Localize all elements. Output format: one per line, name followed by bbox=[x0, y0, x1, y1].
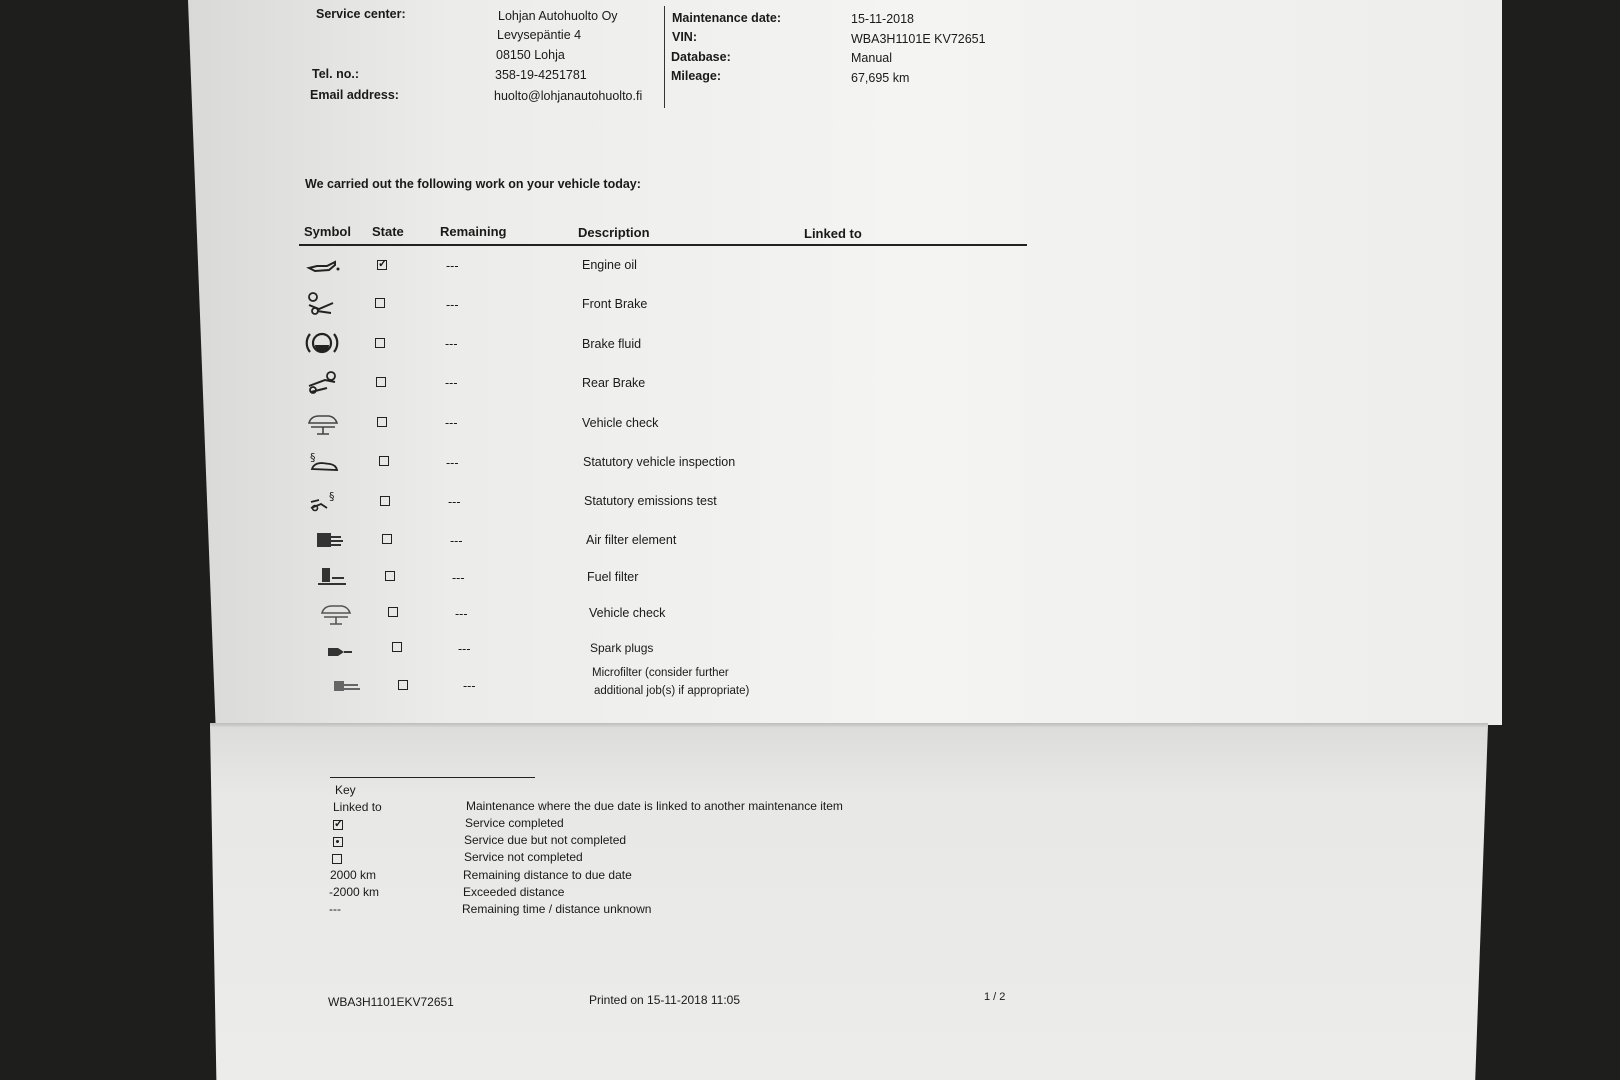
microfilter-icon bbox=[328, 673, 364, 699]
state-checkbox bbox=[380, 496, 390, 506]
description-text: Microfilter (consider further bbox=[592, 667, 729, 679]
state-checkbox bbox=[375, 338, 385, 348]
maintenance-date-label: Maintenance date: bbox=[672, 11, 782, 25]
remaining-value: --- bbox=[458, 642, 471, 656]
state-checkbox bbox=[398, 680, 408, 690]
remaining-value: --- bbox=[446, 456, 459, 470]
description-text: Statutory vehicle inspection bbox=[583, 455, 736, 469]
description-text: Statutory emissions test bbox=[584, 494, 717, 508]
state-checkbox bbox=[392, 642, 402, 652]
description-text: Air filter element bbox=[586, 533, 677, 547]
description-text: Fuel filter bbox=[587, 570, 639, 584]
database-value: Manual bbox=[851, 51, 892, 65]
state-checkbox bbox=[388, 607, 398, 617]
mileage-value: 67,695 km bbox=[851, 71, 910, 85]
table-header-rule bbox=[299, 244, 1027, 246]
svg-text:§: § bbox=[310, 451, 316, 464]
col-remaining: Remaining bbox=[440, 224, 507, 239]
service-center-name: Lohjan Autohuolto Oy bbox=[498, 9, 618, 23]
brake-fluid-icon bbox=[304, 330, 340, 356]
description-text-line2: additional job(s) if appropriate) bbox=[594, 685, 750, 697]
key-meaning: Maintenance where the due date is linked to another maintenance item bbox=[466, 799, 843, 813]
remaining-value: --- bbox=[446, 259, 459, 273]
state-checkbox bbox=[377, 260, 387, 270]
vin-label: VIN: bbox=[672, 30, 697, 44]
database-label: Database: bbox=[671, 50, 731, 64]
description-text: Engine oil bbox=[582, 258, 637, 272]
key-checkbox-checked bbox=[333, 820, 343, 830]
remaining-value: --- bbox=[463, 679, 476, 693]
address-line2: 08150 Lohja bbox=[496, 48, 565, 62]
vin-value: WBA3H1101E KV72651 bbox=[851, 32, 986, 46]
air-filter-icon bbox=[311, 527, 347, 553]
remaining-value: --- bbox=[445, 337, 458, 351]
remaining-value: --- bbox=[450, 534, 463, 548]
address-line1: Levysepäntie 4 bbox=[497, 28, 582, 42]
key-meaning: Service due but not completed bbox=[464, 833, 627, 847]
description-text: Spark plugs bbox=[590, 641, 654, 655]
paper-bottom-panel bbox=[210, 725, 1488, 1080]
key-title: Key bbox=[335, 783, 356, 797]
spark-plug-icon bbox=[322, 638, 358, 664]
page-number: 1 / 2 bbox=[984, 991, 1006, 1003]
key-meaning: Remaining time / distance unknown bbox=[462, 902, 652, 916]
footer-vin: WBA3H1101EKV72651 bbox=[328, 995, 454, 1009]
paper-top-panel bbox=[188, 0, 1502, 725]
key-meaning: Remaining distance to due date bbox=[463, 868, 632, 882]
service-center-label: Service center: bbox=[316, 7, 406, 21]
key-checkbox-empty bbox=[332, 854, 342, 864]
remaining-value: --- bbox=[448, 495, 461, 509]
key-meaning: Service not completed bbox=[464, 850, 583, 864]
key-symbol: 2000 km bbox=[330, 868, 377, 882]
statutory-inspection-icon bbox=[306, 449, 342, 475]
paper-fold bbox=[210, 723, 1488, 727]
emissions-test-icon bbox=[307, 488, 343, 514]
tel-label: Tel. no.: bbox=[312, 67, 359, 81]
col-description: Description bbox=[578, 225, 650, 240]
remaining-value: --- bbox=[452, 571, 465, 585]
description-text: Rear Brake bbox=[582, 376, 646, 390]
state-checkbox bbox=[377, 417, 387, 427]
key-symbol: --- bbox=[329, 902, 341, 916]
key-meaning: Exceeded distance bbox=[463, 885, 565, 899]
vehicle-check-icon bbox=[305, 410, 341, 436]
maintenance-date-value: 15-11-2018 bbox=[851, 12, 915, 26]
key-checkbox-due bbox=[333, 837, 343, 847]
remaining-value: --- bbox=[445, 416, 458, 430]
svg-text:§: § bbox=[329, 490, 335, 503]
description-text: Vehicle check bbox=[589, 606, 666, 620]
front-brake-icon bbox=[303, 291, 339, 317]
key-meaning: Service completed bbox=[465, 816, 564, 830]
footer-printed: Printed on 15-11-2018 11:05 bbox=[589, 993, 741, 1007]
remaining-value: --- bbox=[445, 376, 458, 390]
col-symbol: Symbol bbox=[304, 224, 351, 239]
state-checkbox bbox=[376, 377, 386, 387]
remaining-value: --- bbox=[446, 298, 459, 312]
key-rule bbox=[330, 777, 535, 778]
description-text: Front Brake bbox=[582, 297, 648, 311]
vehicle-check-icon bbox=[318, 600, 354, 626]
email-value: huolto@lohjanautohuolto.fi bbox=[494, 89, 643, 103]
work-intro: We carried out the following work on your vehicle today: bbox=[305, 177, 641, 191]
col-state: State bbox=[372, 224, 404, 239]
remaining-value: --- bbox=[455, 607, 468, 621]
col-linked-to: Linked to bbox=[804, 226, 862, 241]
key-symbol: Linked to bbox=[333, 800, 382, 814]
state-checkbox bbox=[385, 571, 395, 581]
email-label: Email address: bbox=[310, 88, 399, 102]
oil-can-icon bbox=[305, 254, 341, 280]
tel-value: 358-19-4251781 bbox=[495, 68, 587, 82]
key-symbol: -2000 km bbox=[329, 885, 380, 899]
description-text: Vehicle check bbox=[582, 416, 659, 430]
fuel-filter-icon bbox=[314, 564, 350, 590]
state-checkbox bbox=[375, 298, 385, 308]
header-divider bbox=[664, 6, 665, 108]
mileage-label: Mileage: bbox=[671, 69, 722, 83]
state-checkbox bbox=[382, 534, 392, 544]
description-text: Brake fluid bbox=[582, 337, 642, 351]
state-checkbox bbox=[379, 456, 389, 466]
rear-brake-icon bbox=[305, 370, 341, 396]
